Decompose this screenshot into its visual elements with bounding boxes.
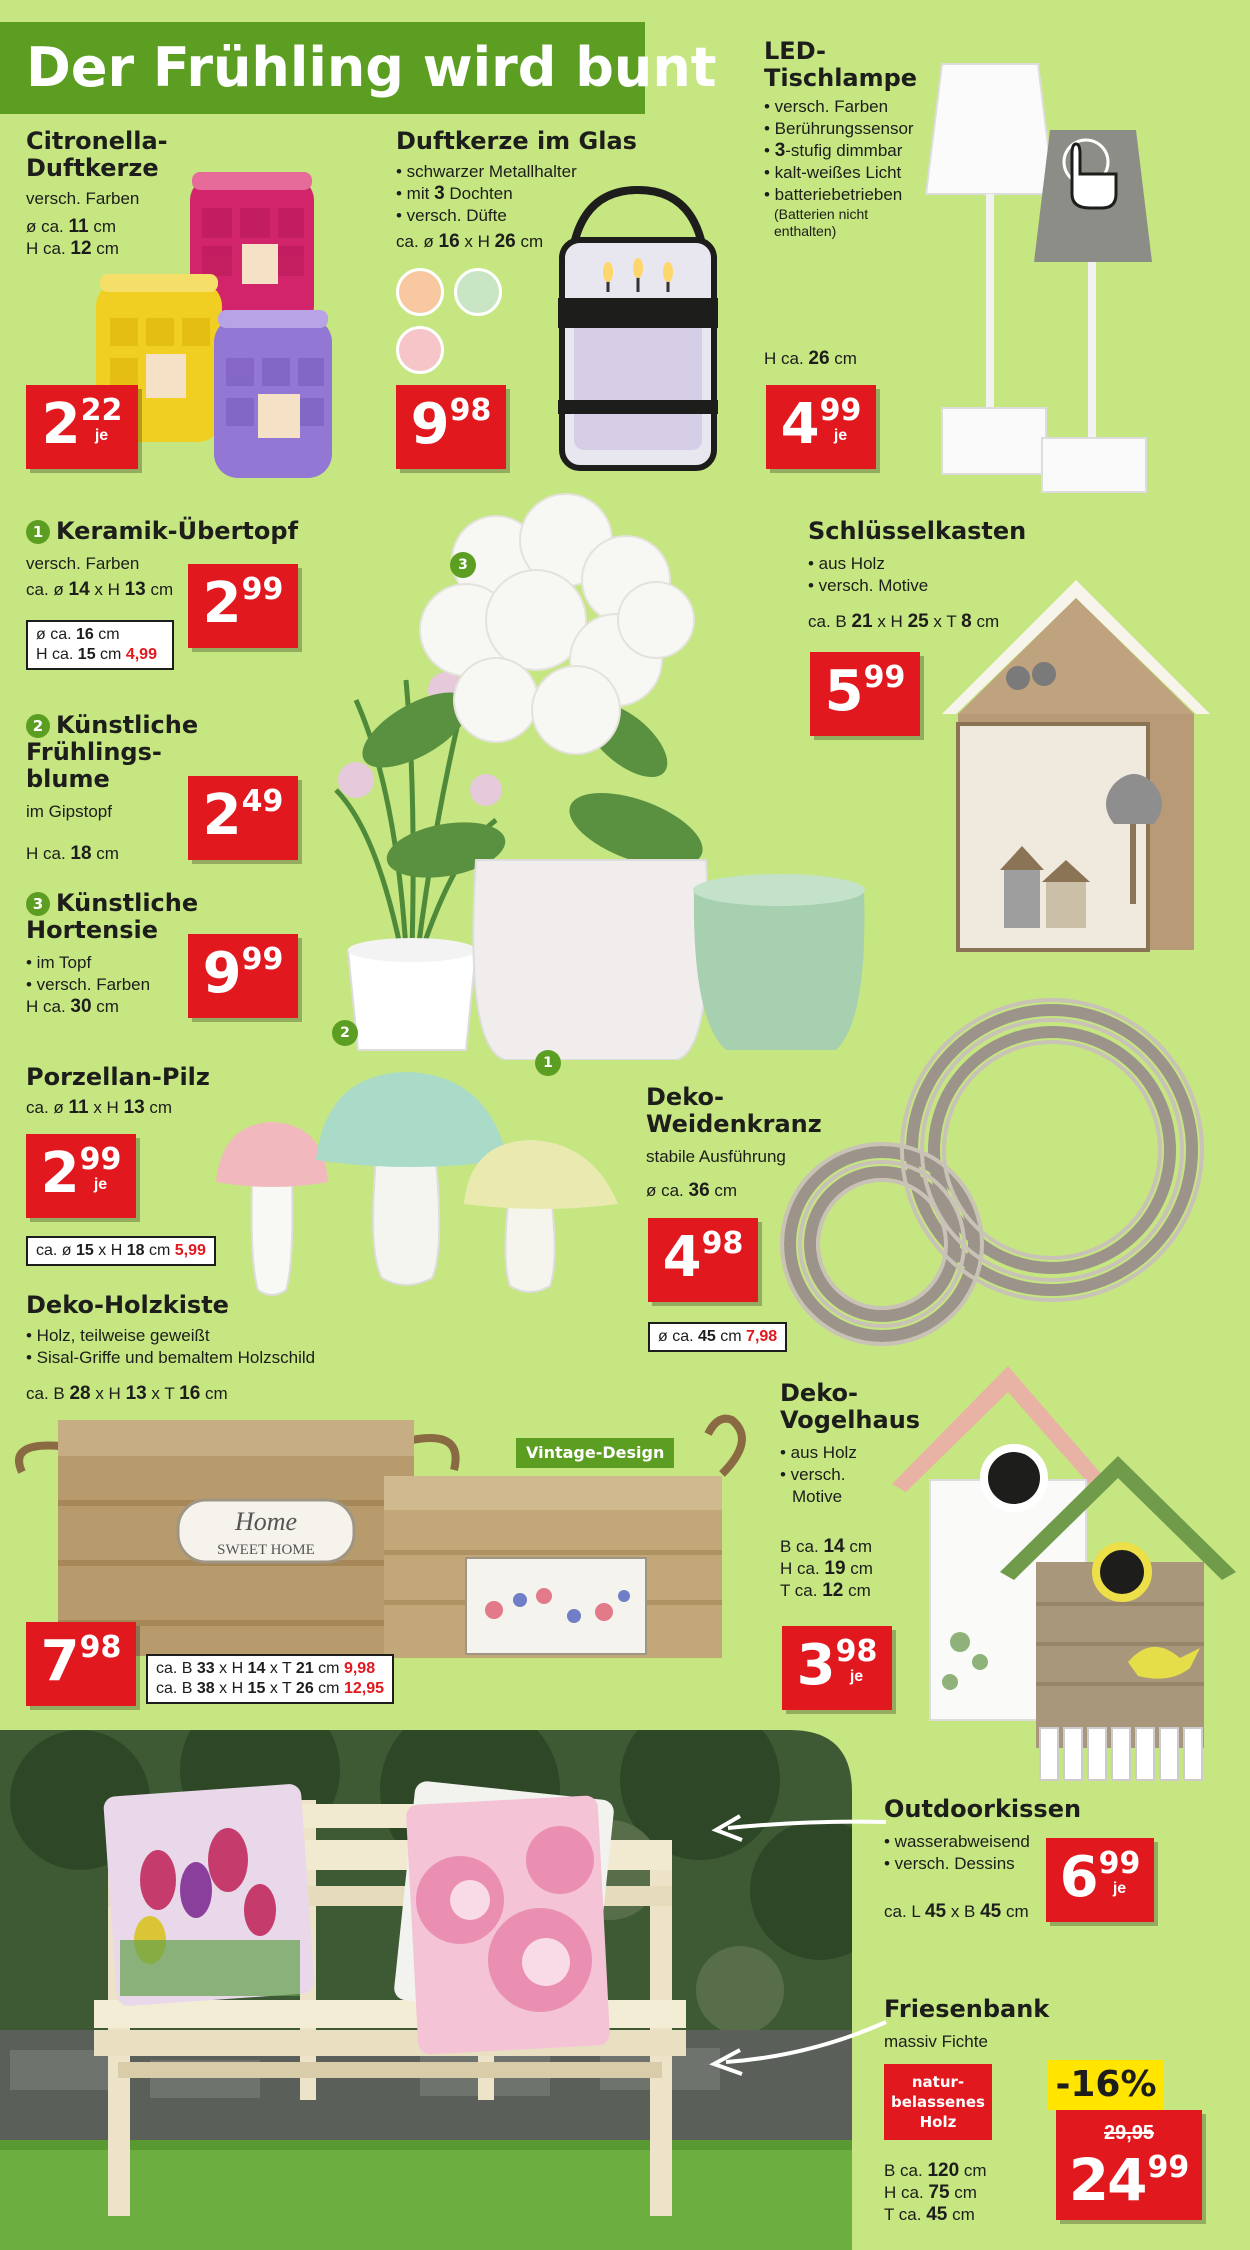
blume-height: H ca. 18 cm [26, 843, 119, 864]
vogelhaus-height: H ca. 19 cm [780, 1558, 873, 1579]
citronella-sub: versch. Farben [26, 189, 140, 208]
lamp-price: 4 99 je [766, 385, 876, 469]
kranz-price: 4 98 [648, 1218, 758, 1302]
arrows-icon [700, 1800, 900, 2080]
wooden-crates-image [14, 1400, 762, 1660]
schluessel-bullet-1: • aus Holz [808, 554, 885, 573]
lamp-bullet-3: • 3-stufig dimmbar [764, 140, 903, 161]
kranz-title-2: Weidenkranz [646, 1110, 822, 1138]
vogelhaus-bullet-2b: Motive [792, 1487, 843, 1506]
vintage-design-tag: Vintage-Design [516, 1438, 674, 1468]
crate-sign-sweet-home: SWEET HOME [217, 1542, 315, 1558]
kiste-bullet-2: • Sisal-Griffe und bemaltem Holzschild [26, 1348, 316, 1367]
blume-number-badge: 2 [26, 714, 50, 738]
schluessel-title: Schlüsselkasten [808, 517, 1027, 545]
uebertopf-alt-size-box [26, 620, 174, 670]
scent-swatch-green [454, 268, 502, 316]
lamp-block [764, 38, 934, 240]
bank-dimensions [884, 2160, 987, 2226]
uebertopf-number-badge: 1 [26, 520, 50, 544]
bank-height: H ca. 75 cm [884, 2182, 977, 2203]
citronella-height: H ca. 12 cm [26, 238, 119, 259]
kiste-dimensions: ca. B 28 x H 13 x T 16 cm [26, 1383, 228, 1404]
hortensie-bullet-1: • im Topf [26, 953, 92, 972]
citronella-title-2: Duftkerze [26, 154, 159, 182]
citronella-title-1: Citronella- [26, 127, 168, 155]
candle-glass-image [548, 180, 728, 480]
lamp-title-1: LED- [764, 37, 827, 65]
kiste-block [26, 1292, 486, 1405]
bank-sub: massiv Fichte [884, 2032, 988, 2051]
plant-marker-3: 3 [450, 552, 476, 578]
scent-swatch-peach [396, 268, 444, 316]
lamp-height: H ca. 26 cm [764, 348, 857, 369]
kiste-alt-sizes-box [146, 1654, 394, 1704]
plant-marker-1: 1 [535, 1050, 561, 1076]
vogelhaus-depth: T ca. 12 cm [780, 1580, 871, 1601]
plants-pots-image [296, 490, 876, 1060]
duftkerze-price: 9 98 [396, 385, 506, 469]
blume-title-2: Frühlings- [26, 738, 162, 766]
schluessel-dimensions: ca. B 21 x H 25 x T 8 cm [808, 611, 1000, 632]
lamp-note-2: enthalten) [774, 223, 837, 239]
duftkerze-bullet-2: • mit 3 Dochten [396, 183, 513, 204]
vogelhaus-bullet-2: • versch. [780, 1465, 846, 1484]
lamp-bullet-1: • versch. Farben [764, 97, 889, 116]
vogelhaus-bullet-1: • aus Holz [780, 1443, 857, 1462]
kiste-bullet-1: • Holz, teilweise geweißt [26, 1326, 210, 1345]
kranz-diameter: ø ca. 36 cm [646, 1180, 738, 1201]
bank-old-price: 29,95 [1103, 2122, 1155, 2144]
kissen-dimensions: ca. L 45 x B 45 cm [884, 1901, 1029, 1922]
duftkerze-bullet-3: • versch. Düfte [396, 206, 507, 225]
hortensie-price: 9 99 [188, 934, 298, 1018]
scent-swatch-pink [396, 326, 444, 374]
uebertopf-alt-height: H ca. 15 cm 4,99 [36, 646, 157, 663]
schluessel-price: 5 99 [810, 652, 920, 736]
citronella-diameter: ø ca. 11 cm [26, 216, 116, 237]
discount-badge: -16% [1048, 2060, 1164, 2110]
uebertopf-alt-diameter: ø ca. 16 cm [36, 626, 120, 643]
bank-block [884, 1996, 1104, 2053]
hortensie-title-1: 3 Künstliche [26, 890, 226, 917]
natural-wood-badge: natur- belassenes Holz [884, 2064, 992, 2140]
plant-marker-2: 2 [332, 1020, 358, 1046]
kranz-sub: stabile Ausführung [646, 1147, 786, 1166]
vogelhaus-price: 3 98 je [782, 1626, 892, 1710]
vogelhaus-title-2: Vogelhaus [780, 1406, 921, 1434]
vogelhaus-block [780, 1379, 921, 1602]
kissen-bullet-2: • versch. Dessins [884, 1854, 1015, 1873]
duftkerze-title: Duftkerze im Glas [396, 127, 637, 155]
mushrooms-image [212, 1064, 622, 1304]
kiste-price: 7 98 [26, 1622, 136, 1706]
uebertopf-dimensions: ca. ø 14 x H 13 cm [26, 579, 174, 600]
table-lamps-image [920, 58, 1190, 498]
lamp-note-1: (Batterien nicht [774, 206, 869, 222]
kiste-alt-size-2: ca. B 38 x H 15 x T 26 cm 12,95 [156, 1680, 384, 1697]
hortensie-bullet-2: • versch. Farben [26, 975, 151, 994]
citronella-price: 2 22 je [26, 385, 138, 469]
willow-wreath-image [772, 978, 1222, 1348]
kiste-title: Deko-Holzkiste [26, 1291, 229, 1319]
key-box-image [928, 574, 1224, 954]
uebertopf-sub: versch. Farben [26, 554, 140, 573]
kissen-bullet-1: • wasserabweisend [884, 1832, 1030, 1851]
schluessel-bullet-2: • versch. Motive [808, 576, 929, 595]
vogelhaus-width: B ca. 14 cm [780, 1536, 872, 1557]
lamp-title-2: Tischlampe [764, 64, 918, 92]
pilz-dimensions: ca. ø 11 x H 13 cm [26, 1097, 173, 1118]
bank-title: Friesenbank [884, 1995, 1050, 2023]
blume-title-3: blume [26, 765, 110, 793]
blume-title-1: 2 Künstliche [26, 712, 226, 739]
uebertopf-title: 1 Keramik-Übertopf [26, 518, 326, 545]
bank-depth: T ca. 45 cm [884, 2204, 975, 2225]
bank-width: B ca. 120 cm [884, 2160, 987, 2181]
blume-price: 2 49 [188, 776, 298, 860]
vogelhaus-title-1: Deko- [780, 1379, 858, 1407]
crate-sign-home: Home [234, 1507, 298, 1536]
uebertopf-price: 2 99 [188, 564, 298, 648]
lamp-bullet-5: • batteriebetrieben [764, 185, 903, 204]
kranz-title-1: Deko- [646, 1083, 724, 1111]
bank-price: 29,95 24 99 [1056, 2110, 1202, 2220]
hortensie-number-badge: 3 [26, 892, 50, 916]
duftkerze-bullet-1: • schwarzer Metallhalter [396, 162, 577, 181]
hortensie-title-2: Hortensie [26, 916, 159, 944]
page-title: Der Frühling wird bunt [0, 22, 645, 114]
lamp-bullet-2: • Berührungssensor [764, 119, 914, 138]
kissen-title: Outdoorkissen [884, 1795, 1082, 1823]
pilz-price: 2 99 je [26, 1134, 136, 1218]
kissen-price: 6 99 je [1046, 1838, 1154, 1922]
duftkerze-dimensions: ca. ø 16 x H 26 cm [396, 231, 544, 252]
kiste-alt-size-1: ca. B 33 x H 14 x T 21 cm 9,98 [156, 1660, 376, 1677]
hortensie-height: H ca. 30 cm [26, 996, 119, 1017]
pilz-alt-size-box: ca. ø 15 x H 18 cm 5,99 [26, 1236, 216, 1266]
birdhouses-image [890, 1362, 1240, 1782]
kranz-alt-size-box: ø ca. 45 cm 7,98 [648, 1322, 787, 1352]
blume-sub: im Gipstopf [26, 802, 112, 821]
lamp-bullet-4: • kalt-weißes Licht [764, 163, 902, 182]
pilz-title: Porzellan-Pilz [26, 1063, 210, 1091]
